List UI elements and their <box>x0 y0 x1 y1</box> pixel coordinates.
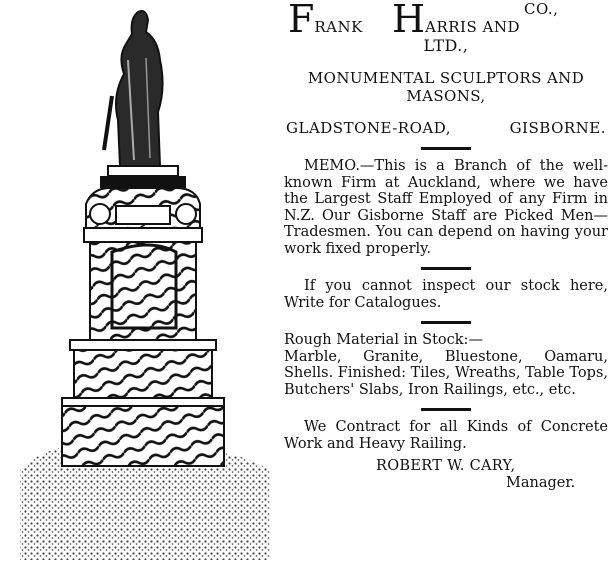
divider <box>421 267 471 270</box>
firm-name: FRANK HARRIS AND CO., <box>288 0 559 41</box>
manager-name: ROBERT W. CARY, <box>376 458 516 474</box>
firm-ltd: LTD., <box>423 36 469 55</box>
divider <box>421 408 471 411</box>
monument-icon <box>0 0 278 562</box>
advertisement-text <box>284 0 608 492</box>
stock-heading: Rough Material in Stock:— <box>284 332 483 348</box>
contract-paragraph: We Contract for all Kinds of Concrete Work and Heavy Railing. <box>284 419 608 452</box>
address-street: GLADSTONE-ROAD, <box>286 119 451 137</box>
divider <box>421 147 471 150</box>
firm-name-w3: CO., <box>524 0 559 18</box>
monument-illustration <box>0 0 278 562</box>
address-town: GISBORNE. <box>509 119 606 137</box>
stock-paragraph: Marble, Granite, Bluestone, Oamaru, Shells. Finished: Tiles, Wreaths, Table Tops, Butchers' Slabs, Iron Railings, etc., etc. <box>284 348 608 398</box>
trade-heading: MONUMENTAL SCULPTORS AND MASONS, <box>307 69 585 105</box>
catalogue-paragraph: If you cannot inspect our stock here, Write for Catalogues. <box>284 278 608 311</box>
divider <box>421 321 471 324</box>
address-line <box>284 119 608 137</box>
manager-title: Manager. <box>506 475 576 491</box>
memo-paragraph: MEMO.—This is a Branch of the well-known Firm at Auckland, where we have the Largest Staff Employed of any Firm in N.Z. Our Gisborne Staff are Picked Men—Tradesmen. You can depend on having your work fixed properly. <box>284 158 608 257</box>
signature <box>284 458 608 492</box>
